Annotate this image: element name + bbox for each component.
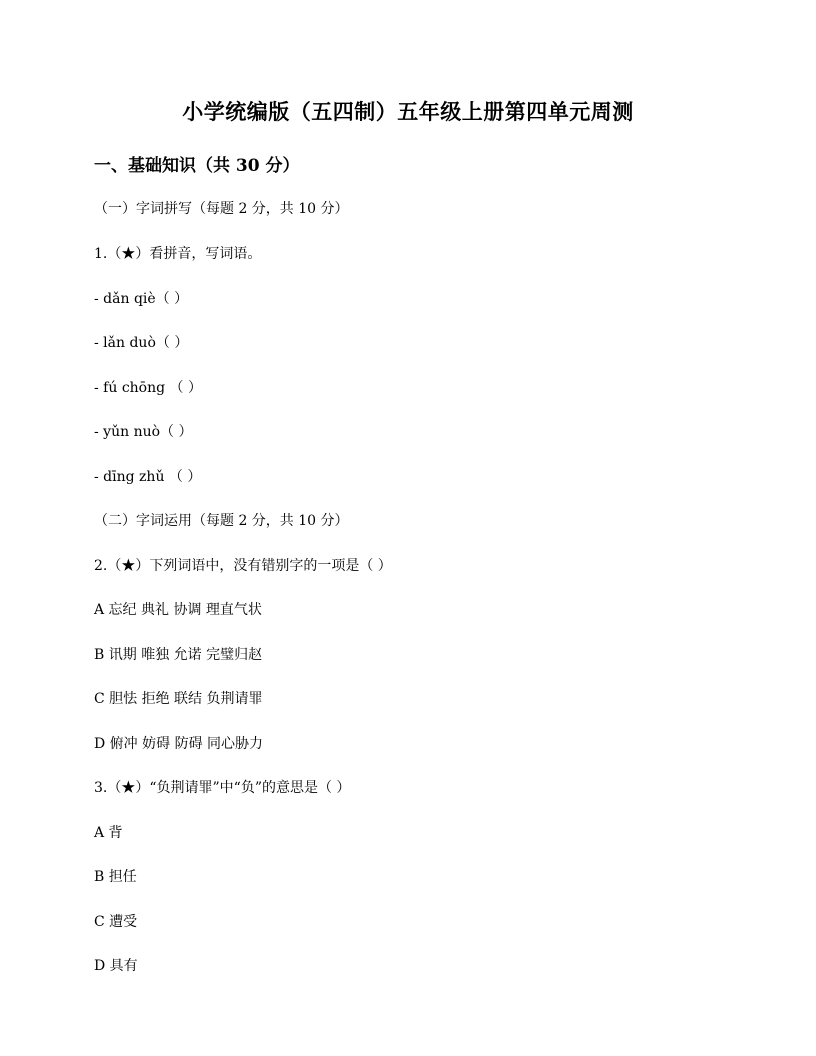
answer-option: A 忘纪 典礼 协调 理直气状 <box>94 602 262 618</box>
subsection-heading-spelling: （一）字词拼写（每题 2 分，共 10 分） <box>94 201 349 217</box>
answer-option: A 背 <box>94 825 123 841</box>
pinyin-item: - dǎn qiè（ ） <box>94 291 189 307</box>
section-heading: 一、基础知识（共 30 分） <box>94 156 300 176</box>
answer-option: B 讯期 唯独 允诺 完璧归赵 <box>94 647 263 663</box>
answer-option: C 遭受 <box>94 914 138 930</box>
answer-option: B 担任 <box>94 869 137 885</box>
question-1-prompt: 1.（★）看拼音，写词语。 <box>94 246 262 262</box>
pinyin-item: - lǎn duò（ ） <box>94 335 189 351</box>
pinyin-item: - dīng zhǔ （ ） <box>94 469 202 485</box>
answer-option: D 俯冲 妨碍 防碍 同心胁力 <box>94 736 264 752</box>
answer-option: C 胆怯 拒绝 联结 负荆请罪 <box>94 691 263 707</box>
answer-option: D 具有 <box>94 958 138 974</box>
pinyin-item: - fú chōng （ ） <box>94 380 202 396</box>
page-title: 小学统编版（五四制）五年级上册第四单元周测 <box>182 99 634 124</box>
pinyin-item: - yǔn nuò（ ） <box>94 424 193 440</box>
question-3-prompt: 3.（★）“负荆请罪”中“负”的意思是（ ） <box>94 780 351 796</box>
subsection-heading-usage: （二）字词运用（每题 2 分，共 10 分） <box>94 513 349 529</box>
question-2-prompt: 2.（★）下列词语中，没有错别字的一项是（ ） <box>94 558 392 574</box>
